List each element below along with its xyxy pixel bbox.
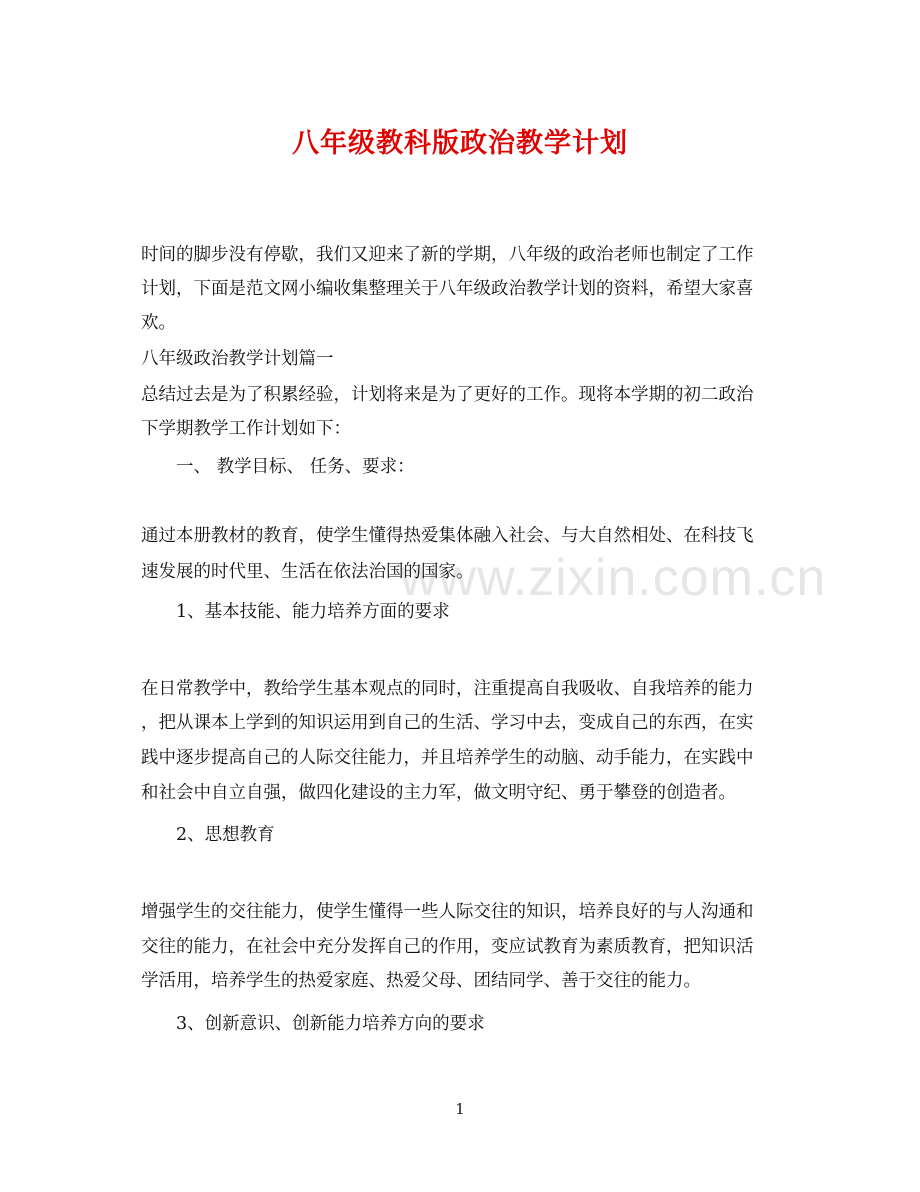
- body-line: 时间的脚步没有停歇，我们又迎来了新的学期，八年级的政治老师也制定了工作: [141, 245, 754, 265]
- document-title: 八年级教科版政治教学计划: [292, 128, 628, 159]
- body-line: 增强学生的交往能力，使学生懂得一些人际交往的知识，培养良好的与人沟通和: [141, 902, 754, 922]
- body-line: ，把从课本上学到的知识运用到自己的生活、学习中去，变成自己的东西，在实: [141, 713, 754, 733]
- body-line: 下学期教学工作计划如下：: [141, 419, 351, 439]
- subheading: 1、基本技能、能力培养方面的要求: [176, 602, 450, 622]
- body-line: 计划，下面是范文网小编收集整理关于八年级政治教学计划的资料，希望大家喜: [141, 279, 754, 299]
- body-line: 和社会中自立自强，做四化建设的主力军，做文明守纪、勇于攀登的创造者。: [141, 783, 736, 803]
- body-line: 总结过去是为了积累经验，计划将来是为了更好的工作。现将本学期的初二政治: [141, 385, 754, 405]
- subheading: 一、 教学目标、 任务、要求：: [176, 457, 415, 477]
- body-line: 践中逐步提高自己的人际交往能力，并且培养学生的动脑、动手能力，在实践中: [141, 748, 754, 768]
- section-heading: 八年级政治教学计划篇一: [141, 349, 334, 369]
- body-line: 速发展的时代里、生活在依法治国的国家。: [141, 562, 474, 582]
- page-number: 1: [455, 1100, 465, 1118]
- body-line: 交往的能力，在社会中充分发挥自己的作用，变应试教育为素质教育，把知识活: [141, 937, 754, 957]
- body-line: 欢。: [141, 313, 176, 333]
- body-line: 在日常教学中，教给学生基本观点的同时，注重提高自我吸收、自我培养的能力: [141, 679, 754, 699]
- subheading: 2、思想教育: [176, 825, 275, 845]
- watermark: www.zixin.com.cn: [400, 549, 827, 607]
- body-line: 通过本册教材的教育，使学生懂得热爱集体融入社会、与大自然相处、在科技飞: [141, 526, 754, 546]
- subheading: 3、创新意识、创新能力培养方向的要求: [176, 1014, 485, 1034]
- body-line: 学活用，培养学生的热爱家庭、热爱父母、团结同学、善于交往的能力。: [141, 971, 701, 991]
